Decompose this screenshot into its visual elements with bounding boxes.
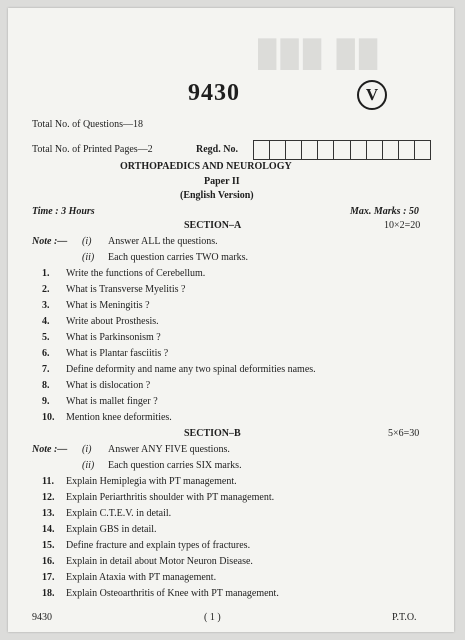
question-number: 8. — [42, 380, 50, 391]
section-b-marks: 5×6=30 — [388, 428, 420, 439]
question-text: Explain Ataxia with PT management. — [66, 572, 217, 583]
question-number: 17. — [42, 572, 55, 583]
note-num: (ii) — [82, 252, 95, 263]
question-text: Explain GBS in detail. — [66, 524, 157, 535]
bleed-through-mark: ███ ██ — [258, 38, 382, 68]
question-number: 1. — [42, 268, 50, 279]
regd-box — [302, 141, 318, 159]
question-number: 10. — [42, 412, 55, 423]
regd-box — [367, 141, 383, 159]
section-a-marks: 10×2=20 — [384, 220, 421, 231]
question-text: What is dislocation ? — [66, 380, 151, 391]
question-number: 4. — [42, 316, 50, 327]
question-text: What is Parkinsonism ? — [66, 332, 161, 343]
pto-label: P.T.O. — [392, 612, 417, 623]
question-number: 9. — [42, 396, 50, 407]
total-pages: Total No. of Printed Pages—2 — [32, 144, 153, 155]
regd-box — [351, 141, 367, 159]
question-text: What is Plantar fasciitis ? — [66, 348, 169, 359]
section-a-title: SECTION–A — [184, 220, 242, 231]
question-number: 16. — [42, 556, 55, 567]
question-number: 3. — [42, 300, 50, 311]
page-number: ( 1 ) — [204, 612, 221, 623]
regd-box — [270, 141, 286, 159]
time-allowed: Time : 3 Hours — [32, 206, 95, 217]
paper-number: Paper II — [204, 176, 240, 187]
question-text: Explain Hemiplegia with PT management. — [66, 476, 237, 487]
question-number: 11. — [42, 476, 54, 487]
max-marks: Max. Marks : 50 — [350, 206, 419, 217]
question-number: 14. — [42, 524, 55, 535]
question-text: What is Transverse Myelitis ? — [66, 284, 186, 295]
regd-box — [286, 141, 302, 159]
regd-box — [383, 141, 399, 159]
question-text: What is Meningitis ? — [66, 300, 150, 311]
question-text: Explain C.T.E.V. in detail. — [66, 508, 172, 519]
question-number: 7. — [42, 364, 50, 375]
paper-title: ORTHOPAEDICS AND NEUROLOGY — [120, 161, 292, 172]
question-text: What is mallet finger ? — [66, 396, 158, 407]
exam-paper — [8, 8, 454, 632]
note-num: (i) — [82, 444, 92, 455]
section-a-note-label: Note :— — [32, 236, 68, 247]
question-text: Explain in detail about Motor Neuron Disease. — [66, 556, 253, 567]
footer-code: 9430 — [32, 612, 52, 623]
regd-number-boxes — [253, 140, 431, 160]
regd-label: Regd. No. — [196, 144, 238, 155]
regd-box — [415, 141, 430, 159]
paper-code: 9430 — [188, 80, 240, 106]
note-text: Answer ALL the questions. — [108, 236, 218, 247]
regd-box — [318, 141, 334, 159]
question-text: Explain Osteoarthritis of Knee with PT management. — [66, 588, 279, 599]
question-number: 13. — [42, 508, 55, 519]
question-number: 12. — [42, 492, 55, 503]
note-text: Answer ANY FIVE questions. — [108, 444, 230, 455]
question-text: Define deformity and name any two spinal deformities names. — [66, 364, 316, 375]
note-text: Each question carries SIX marks. — [108, 460, 242, 471]
note-num: (ii) — [82, 460, 95, 471]
question-number: 15. — [42, 540, 55, 551]
question-text: Write the functions of Cerebellum. — [66, 268, 206, 279]
question-text: Mention knee deformities. — [66, 412, 172, 423]
question-number: 5. — [42, 332, 50, 343]
regd-box — [334, 141, 350, 159]
version-circle-mark: V — [357, 80, 387, 110]
section-b-title: SECTION–B — [184, 428, 241, 439]
regd-box — [399, 141, 415, 159]
question-number: 6. — [42, 348, 50, 359]
paper-version: (English Version) — [180, 190, 254, 201]
question-number: 18. — [42, 588, 55, 599]
note-text: Each question carries TWO marks. — [108, 252, 249, 263]
question-text: Explain Periarthritis shoulder with PT management. — [66, 492, 275, 503]
note-num: (i) — [82, 236, 92, 247]
total-questions: Total No. of Questions—18 — [32, 119, 143, 130]
question-text: Define fracture and explain types of fractures. — [66, 540, 251, 551]
question-text: Write about Prosthesis. — [66, 316, 159, 327]
question-number: 2. — [42, 284, 50, 295]
section-b-note-label: Note :— — [32, 444, 68, 455]
regd-box — [254, 141, 270, 159]
